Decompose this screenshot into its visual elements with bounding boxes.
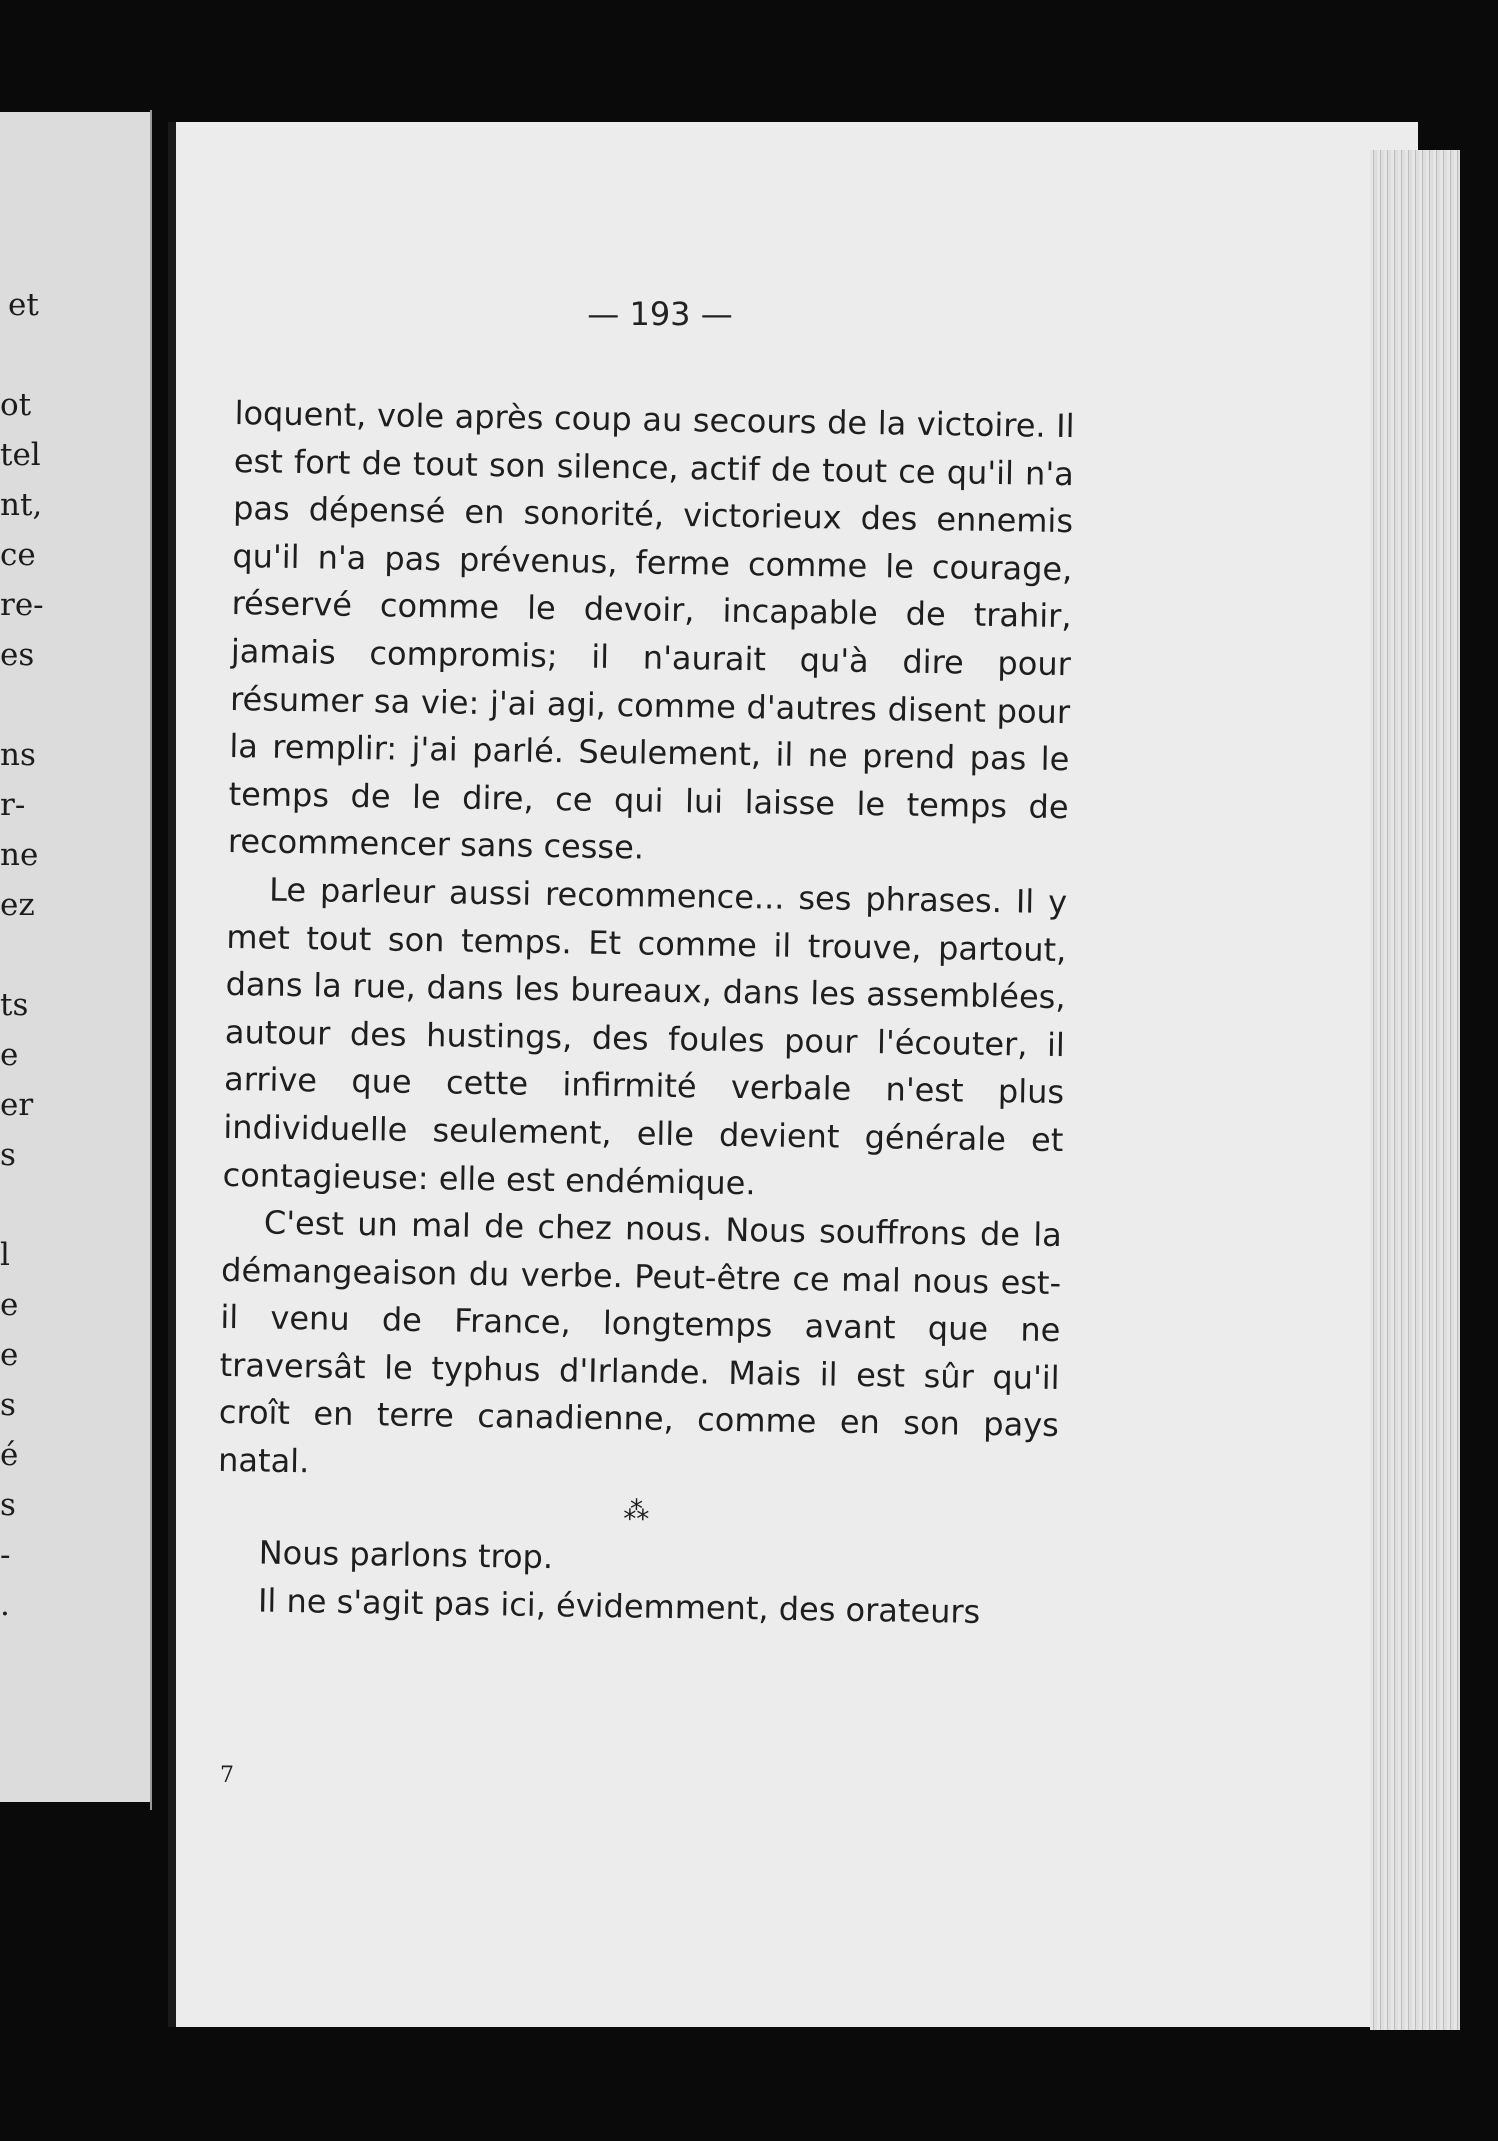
left-page-fragment: s [0, 1137, 16, 1173]
paragraph-1: loquent, vole après coup au secours de la victoire. Il est fort de tout son silence, actif de tout ce qu'il n'a pas dépensé en sonorité, victorieux des ennemis qu'il n'a pas prévenus, ferme comme le courage, réservé comme le devoir, incapable de trahir, jamais compromis; il n'aurait qu'à dire pour résumer sa vie: j'ai agi, comme d'autres disent pour la remplir: j'ai parlé. Seulement, il ne prend pas le temps de le dire, ce qui lui laisse le temps de recommencer sans cesse. [227, 393, 1075, 867]
text-block [216, 390, 1075, 1637]
left-page-fragment: ce [0, 537, 36, 573]
left-page [0, 112, 150, 1802]
left-page-fragment: e [0, 1287, 19, 1323]
left-page-fragment: . [0, 1587, 10, 1623]
left-page-fragment: r- [0, 787, 26, 823]
left-page-fragment: et [8, 287, 39, 323]
left-page-fragment: - [0, 1537, 11, 1573]
page-edges [1370, 150, 1460, 2030]
left-page-fragment: ns [0, 737, 36, 773]
left-page-fragment: re- [0, 587, 44, 623]
signature-mark: 7 [220, 1763, 234, 1788]
left-page-fragment: ts [0, 987, 29, 1023]
left-page-fragment: nt, [0, 487, 43, 523]
left-page-fragment: é [0, 1437, 19, 1473]
left-page-fragment: ez [0, 887, 35, 923]
paragraph-4: Nous parlons trop. [258, 1533, 554, 1577]
left-page-fragment: ot [0, 387, 32, 423]
left-page-fragment: e [0, 1037, 19, 1073]
left-page-fragment: e [0, 1337, 19, 1373]
left-page-fragment: tel [0, 437, 41, 473]
paragraph-3: C'est un mal de chez nous. Nous souffrons de la démangeaison du verbe. Peut-être ce mal nous est-il venu de France, longtemps avant que ne traversât le typhus d'Irlande. Mais il est sûr qu'il croît en terre canadienne, comme en son pays natal. [217, 1203, 1063, 1481]
paragraph-2: Le parleur aussi recommence... ses phrases. Il y met tout son temps. Et comme il trouve, partout, dans la rue, dans les bureaux, dans les assemblées, autour des hustings, des foules pour l'écouter, il arrive que cette infirmité verbale n'est plus individuelle seulement, elle devient générale et contagieuse: elle est endémique. [222, 870, 1068, 1202]
left-page-fragment: s [0, 1487, 16, 1523]
asterism: ⁂ [623, 1495, 652, 1527]
left-page-fragment: ne [0, 837, 39, 873]
spine-line [150, 110, 152, 1810]
left-page-fragment: l [0, 1237, 10, 1273]
left-page-fragment: s [0, 1387, 16, 1423]
page-number: — 193 — [587, 295, 733, 333]
left-page-fragment: er [0, 1087, 34, 1123]
paragraph-5: Il ne s'agit pas ici, évidemment, des orateurs [257, 1581, 981, 1631]
left-page-fragment: es [0, 637, 35, 673]
